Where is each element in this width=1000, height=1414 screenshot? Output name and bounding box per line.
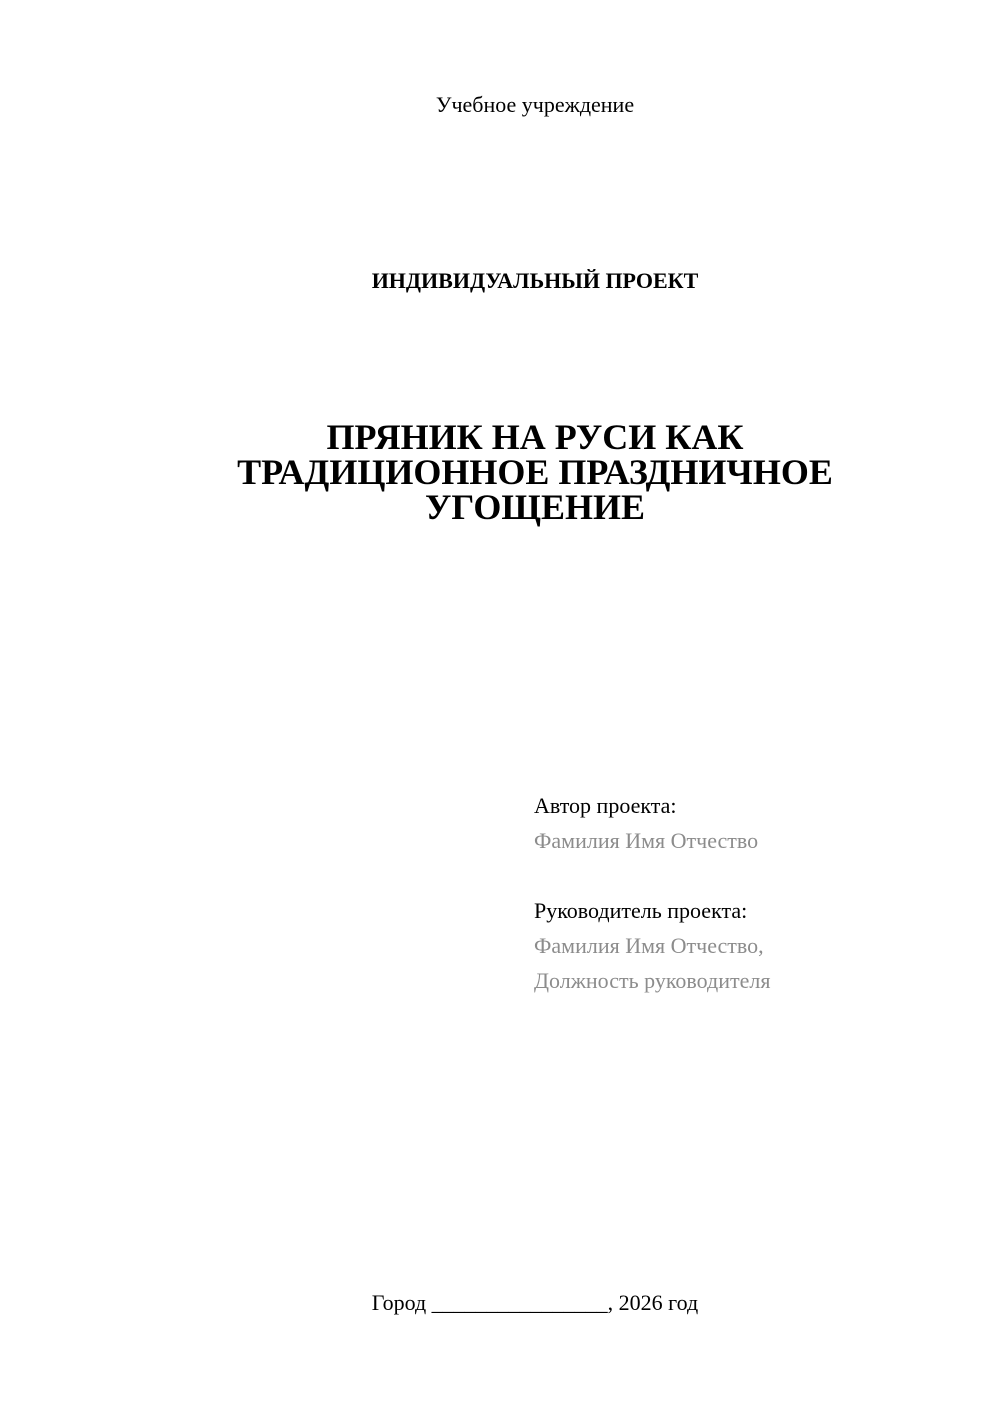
author-label: Автор проекта: (534, 793, 677, 818)
project-info (534, 788, 974, 998)
supervisor-label: Руководитель проекта: (534, 898, 748, 923)
document-type: ИНДИВИДУАЛЬНЫЙ ПРОЕКТ (371, 268, 699, 293)
supervisor-name: Фамилия Имя Отчество, (534, 933, 764, 958)
supervisor-position: Должность руководителя (534, 968, 771, 993)
spacer (534, 858, 974, 893)
document-title (150, 417, 920, 527)
author-name: Фамилия Имя Отчество (534, 828, 759, 853)
document-title-line: ТРАДИЦИОННОЕ ПРАЗДНИЧНОЕ (237, 452, 833, 492)
city-year-line: Город ________________, 2026 год (371, 1290, 699, 1315)
document-title-line: ПРЯНИК НА РУСИ КАК (326, 417, 744, 457)
institution-name: Учебное учреждение (435, 92, 635, 117)
document-title-line: УГОЩЕНИЕ (425, 487, 645, 527)
